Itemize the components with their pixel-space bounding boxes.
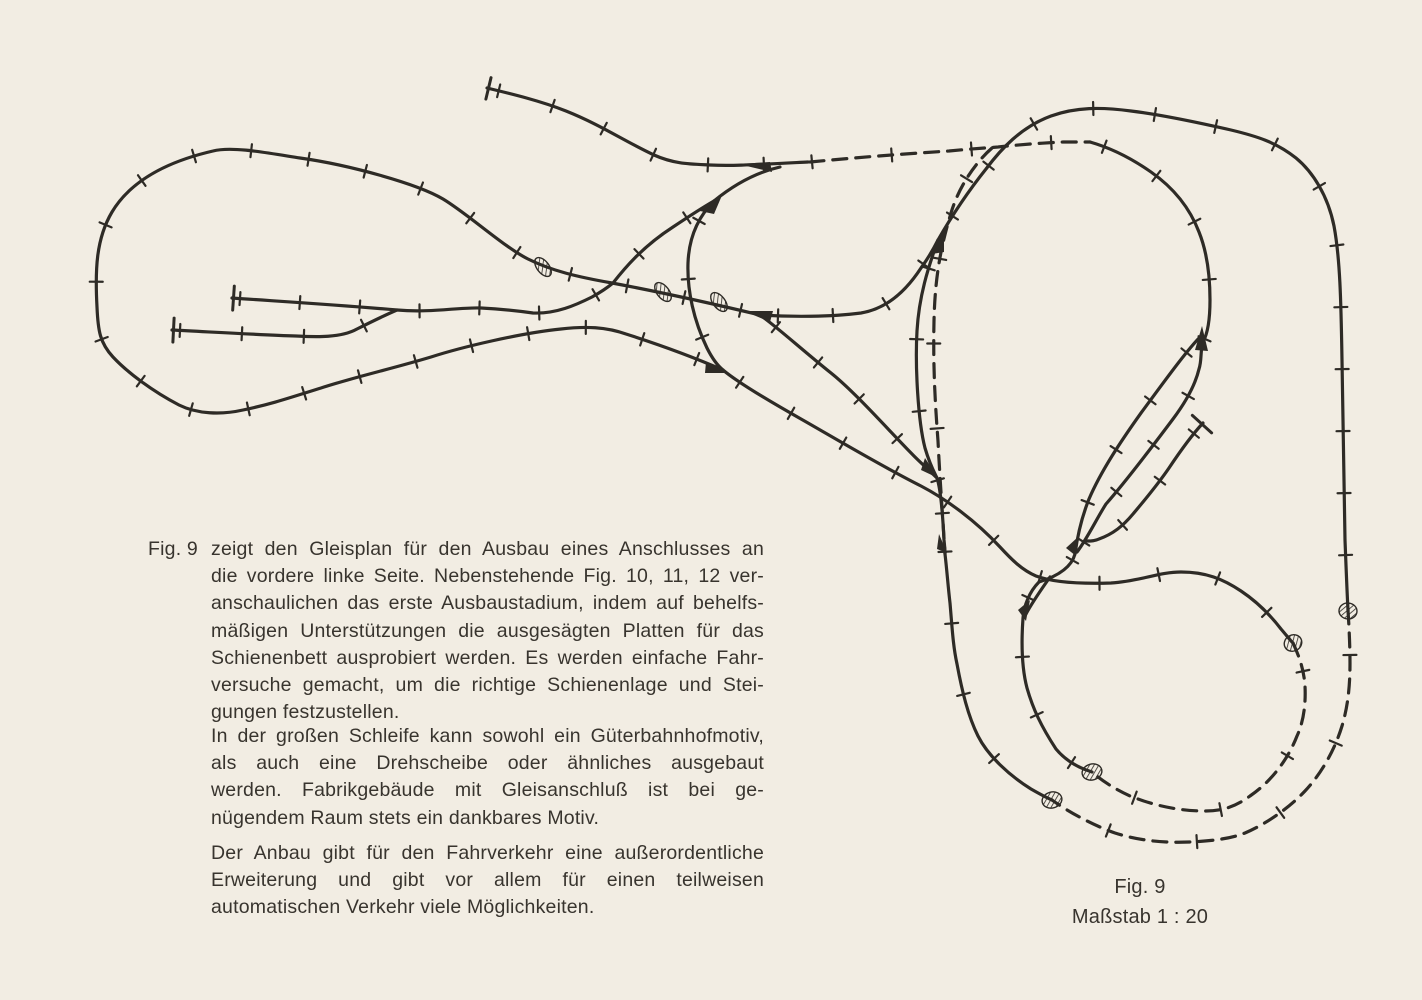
rail-joint-tick [764, 158, 765, 171]
connection-marker-oval [1040, 790, 1063, 811]
text-line: versuche gemacht, um die richtige Schienenlage und Stei- [211, 674, 764, 697]
figure-reference-label: Fig. 9 [148, 538, 198, 560]
rail-joint-tick [364, 165, 367, 178]
text-line: Der Anbau gibt für den Fahrverkehr eine außerordentliche [211, 842, 764, 864]
rail-joint-tick [833, 309, 834, 322]
figure-scale: Maßstab 1 : 20 [1071, 906, 1209, 928]
rail-joint-tick [359, 300, 360, 313]
rail-joint-tick [933, 258, 946, 260]
rail-joint-tick [247, 403, 250, 416]
track-junction-connector [714, 167, 780, 201]
rail-joint-tick [242, 327, 243, 340]
rail-joint-tick [913, 411, 926, 412]
rail-joint-tick [304, 330, 305, 343]
turnout-wedge [700, 193, 723, 214]
track-branch-up-to-loop [760, 240, 938, 316]
rail-joint-tick [945, 623, 958, 624]
text-line: zeigt den Gleisplan für den Ausbau eines Anschlusses an [211, 538, 764, 560]
rail-joint-tick [1214, 120, 1217, 133]
connection-marker-oval [1338, 602, 1357, 620]
track-yard-main-track [1022, 336, 1201, 772]
turnout-wedge [744, 311, 773, 322]
paragraph-intro [148, 536, 764, 726]
rail-joint-tick [1196, 835, 1197, 848]
rail-joint-tick [931, 428, 944, 429]
text-line: Erweiterung und gibt vor allem für einen teilweisen [211, 869, 764, 892]
text-line: gungen festzustellen. [211, 701, 400, 724]
text-line: nügendem Raum stets ein dankbares Motiv. [211, 806, 600, 829]
rail-joint-tick [308, 153, 310, 166]
track-top-entry-track [487, 88, 808, 165]
rail-joint-tick [708, 158, 709, 171]
rail-joint-tick [470, 339, 473, 352]
rail-joint-tick [497, 85, 500, 98]
figure-number: Fig. 9 [1114, 876, 1166, 898]
rail-joint-tick [180, 324, 181, 337]
rail-joint-tick [936, 513, 949, 514]
paragraph-loop-motifs [211, 723, 764, 832]
rail-joint-tick [233, 286, 235, 310]
rail-joint-tick [957, 693, 970, 696]
rail-joint-tick [1051, 136, 1052, 149]
track-planned-branch-south [934, 148, 992, 554]
text-line: In der großen Schleife kann sowohl ein Güterbahnhofmotiv, [211, 725, 764, 747]
track-planned-loop-outer [1052, 610, 1350, 842]
rail-joint-tick [682, 279, 695, 280]
text-line: anschaulichen das erste Ausbaustadium, indem auf behelfs- [211, 592, 764, 615]
rail-joint-tick [891, 148, 892, 161]
rail-joint-tick [527, 327, 529, 340]
rail-joint-tick [1219, 803, 1222, 816]
text-line: automatischen Verkehr viele Möglichkeiten. [211, 896, 595, 919]
rail-joint-tick [683, 291, 686, 304]
text-line: werden. Fabrikgebäude mit Gleisanschluß ist bei ge- [211, 779, 764, 802]
text-line: Schienenbett ausprobiert werden. Es werden einfache Fahr- [211, 646, 764, 669]
rail-joint-tick [1157, 568, 1160, 581]
rail-joint-tick [299, 296, 300, 309]
track-yard-buffer-siding [1087, 423, 1203, 541]
paragraph-extension [211, 840, 764, 922]
rail-joint-tick [811, 155, 812, 168]
rail-joint-tick [1297, 670, 1310, 673]
rail-joint-tick [1203, 279, 1216, 280]
rail-joint-tick [250, 144, 251, 157]
text-line: die vordere linke Seite. Nebenstehende Fig. 10, 11, 12 ver- [211, 565, 764, 588]
rail-joint-tick [1154, 108, 1156, 121]
rail-joint-tick [739, 304, 742, 317]
rail-joint-tick [961, 175, 972, 182]
text-line: als auch eine Drehscheibe oder ähnliches ausgebaut [211, 752, 764, 775]
rail-joint-tick [971, 143, 972, 156]
rail-joint-tick [1132, 792, 1137, 804]
rail-joint-tick [626, 280, 628, 293]
track-planned-line-east [810, 142, 1090, 162]
turnout-wedge [1066, 537, 1078, 556]
track-planned-loop-inner [1092, 643, 1305, 811]
rail-joint-tick [1330, 245, 1343, 247]
figure-caption [1020, 872, 1260, 932]
rail-joint-tick [1016, 657, 1029, 658]
text-line: mäßigen Unterstützungen die ausgesägten Platten für das [211, 619, 764, 642]
rail-joint-tick [173, 318, 174, 342]
rail-joint-tick [1339, 555, 1352, 556]
rail-joint-tick [240, 292, 241, 305]
rail-joint-tick [938, 551, 951, 552]
track-left-loop [96, 149, 760, 413]
track-outer-loop-right [938, 108, 1348, 610]
